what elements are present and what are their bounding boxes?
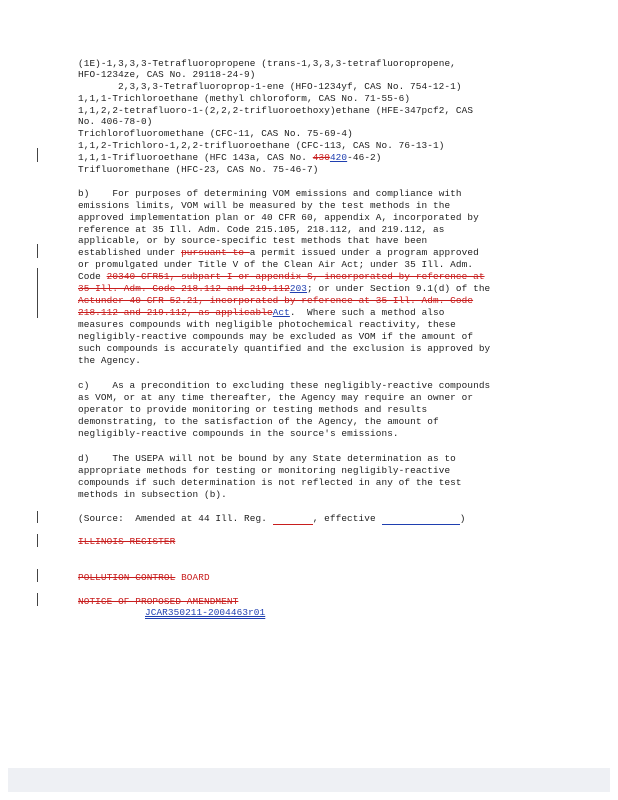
chemical-line-hfc143a xyxy=(78,152,382,163)
text: ; or under Section 9.1(d) of the xyxy=(307,283,491,294)
para-d-line: appropriate methods for testing or monitoring negligibly-reactive xyxy=(78,465,451,476)
chemical-line: HFO-1234ze, CAS No. 29118-24-9) xyxy=(78,69,256,80)
change-bar xyxy=(37,534,38,547)
blank-register-page xyxy=(273,513,313,525)
chemical-line: (1E)-1,3,3,3-Tetrafluoropropene (trans-1,3,3,3-tetrafluoropropene, xyxy=(78,58,456,69)
para-b-line: or promulgated under Title V of the Clean Air Act; under 35 Ill. Adm. xyxy=(78,259,474,270)
para-c-line: negligibly-reactive compounds in the source's emissions. xyxy=(78,428,399,439)
para-b-line: such compounds is accurately quantified and the exclusion is approved by xyxy=(78,343,491,354)
para-c-line: as VOM, or at any time thereafter, the Agency may require an owner or xyxy=(78,392,474,403)
change-bar xyxy=(37,244,38,258)
text: . Where such a method also xyxy=(289,307,445,318)
chemical-line: 1,1,2,2-tetrafluoro-1-(2,2,2-trifluoroethoxy)ethane (HFE-347pcf2, CAS xyxy=(78,105,474,116)
deleted-text: 218.112 and 219.112, as applicable xyxy=(78,307,273,318)
change-bar xyxy=(37,511,38,523)
para-b-line xyxy=(78,295,473,306)
para-b-line xyxy=(78,283,490,294)
text: Code xyxy=(78,271,107,282)
notice-header: NOTICE OF PROPOSED AMENDMENT xyxy=(78,596,239,607)
para-b-line: reference at 35 Ill. Adm. Code 215.105, 218.112, and 219.112, as xyxy=(78,224,445,235)
text: BOARD xyxy=(175,572,210,583)
chemical-line: 1,1,1-Trichloroethane (methyl chloroform, CAS No. 71-55-6) xyxy=(78,93,411,104)
para-b-line: b) For purposes of determining VOM emissions and compliance with xyxy=(78,188,462,199)
para-b-line: emissions limits, VOM will be measured by the test methods in the xyxy=(78,200,451,211)
para-c-line: c) As a precondition to excluding these negligibly-reactive compounds xyxy=(78,380,491,391)
deleted-text: 20340 CFR51, subpart I or appendix S, incorporated by reference at xyxy=(106,271,485,282)
inserted-text: Act xyxy=(272,307,290,318)
pcb-header xyxy=(78,572,210,583)
para-b-line: approved implementation plan or 40 CFR 60, appendix A, incorporated by xyxy=(78,212,479,223)
para-b-line xyxy=(78,307,444,318)
chemical-line: No. 406-78-0) xyxy=(78,116,153,127)
text: established under xyxy=(78,247,182,258)
para-b-line xyxy=(78,247,479,258)
text: (Source: Amended at 44 Ill. Reg. xyxy=(78,513,273,524)
text: -46-2) xyxy=(347,152,382,163)
para-b-line: measures compounds with negligible photochemical reactivity, these xyxy=(78,319,456,330)
deleted-text: pursuant to xyxy=(181,247,250,258)
text: 1,1,1-Trifluoroethane (HFC 143a, CAS No. xyxy=(78,152,313,163)
change-bar xyxy=(37,268,38,318)
jcar-id: JCAR350211-2004463r01 xyxy=(145,607,266,618)
para-b-line xyxy=(78,271,485,282)
change-bar xyxy=(37,148,38,162)
para-d-line: methods in subsection (b). xyxy=(78,489,227,500)
change-bar xyxy=(37,593,38,606)
blank-effective-date xyxy=(382,513,460,525)
illinois-register-header: ILLINOIS REGISTER xyxy=(78,536,176,547)
inserted-text: 203 xyxy=(289,283,308,294)
chemical-line: 1,1,2-Trichloro-1,2,2-trifluoroethane (CFC-113, CAS No. 76-13-1) xyxy=(78,140,445,151)
text: , effective xyxy=(312,513,376,524)
chemical-line: 2,3,3,3-Tetrafluoroprop-1-ene (HFO-1234yf, CAS No. 754-12-1) xyxy=(118,81,462,92)
para-b-line: negligibly-reactive compounds may be excluded as VOM if the amount of xyxy=(78,331,474,342)
deleted-text: 430 xyxy=(312,152,330,163)
para-c-line: operator to provide monitoring or testing methods and results xyxy=(78,404,428,415)
chemical-line: Trichlorofluoromethane (CFC-11, CAS No. 75-69-4) xyxy=(78,128,353,139)
source-note xyxy=(78,513,465,525)
text: a permit issued under a program approved xyxy=(249,247,479,258)
para-c-line: demonstrating, to the satisfaction of the Agency, the amount of xyxy=(78,416,439,427)
para-d-line: compounds if such determination is not reflected in any of the test xyxy=(78,477,462,488)
deleted-text: 35 Ill. Adm. Code 218.112 and 219.112 xyxy=(78,283,290,294)
viewer-bottom-strip xyxy=(8,768,610,792)
deleted-text: Actunder 40 CFR 52.21, incorporated by reference at 35 Ill. Adm. Code xyxy=(78,295,474,306)
change-bar xyxy=(37,569,38,582)
text: ) xyxy=(459,513,466,524)
deleted-text: POLLUTION CONTROL xyxy=(78,572,176,583)
inserted-text: 420 xyxy=(329,152,348,163)
chemical-line: Trifluoromethane (HFC-23, CAS No. 75-46-7) xyxy=(78,164,319,175)
para-b-line: the Agency. xyxy=(78,355,141,366)
para-b-line: applicable, or by source-specific test methods that have been xyxy=(78,235,428,246)
para-d-line: d) The USEPA will not be bound by any State determination as to xyxy=(78,453,456,464)
